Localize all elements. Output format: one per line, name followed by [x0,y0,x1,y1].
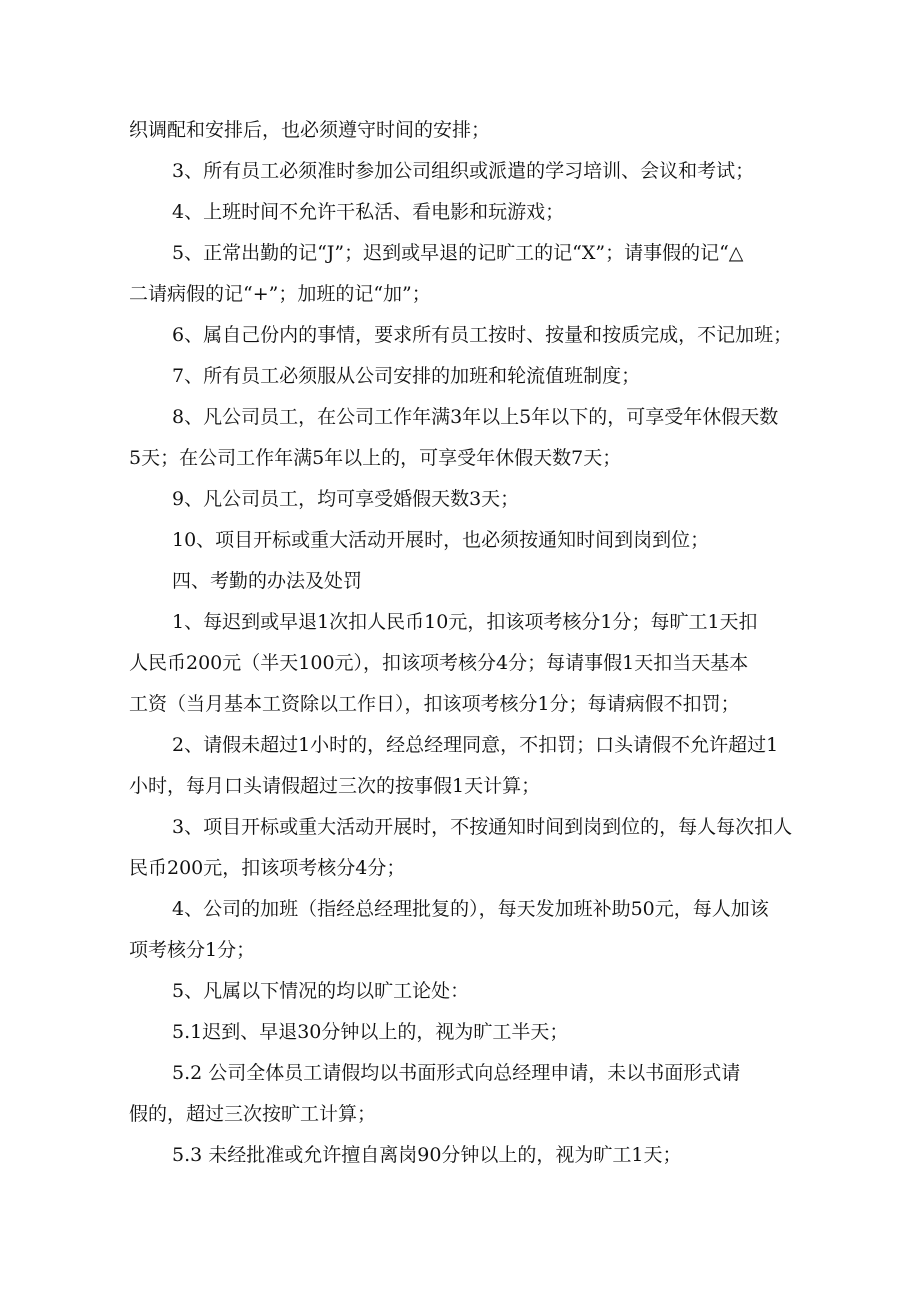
text-line: 8、凡公司员工，在公司工作年满3年以上5年以下的，可享受年休假天数 [172,406,779,428]
text-line: 5天；在公司工作年满5年以上的，可享受年休假天数7天； [129,447,622,469]
text-line: 5、正常出勤的记“J”；迟到或早退的记旷工的记“X”；请事假的记“△ [172,242,744,264]
text-line: 人民币200元（半天100元），扣该项考核分4分；每请事假1天扣当天基本 [129,652,749,674]
text-line: 6、属自己份内的事情，要求所有员工按时、按量和按质完成，不记加班； [172,324,793,346]
text-line: 5.2 公司全体员工请假均以书面形式向总经理申请，未以书面形式请 [172,1062,741,1084]
text-line: 项考核分1分； [129,939,256,961]
text-line: 5.1迟到、早退30分钟以上的，视为旷工半天； [172,1021,569,1043]
text-line: 2、请假未超过1小时的，经总经理同意，不扣罚；口头请假不允许超过1 [172,734,779,756]
text-line: 7、所有员工必须服从公司安排的加班和轮流值班制度； [172,365,641,387]
text-line: 9、凡公司员工，均可享受婚假天数3天； [172,488,520,510]
text-line: 5、凡属以下情况的均以旷工论处： [172,980,470,1002]
text-line: 1、每迟到或早退1次扣人民币10元，扣该项考核分1分；每旷工1天扣 [172,611,758,633]
text-line: 工资（当月基本工资除以工作日），扣该项考核分1分；每请病假不扣罚； [129,693,740,715]
text-line: 10、项目开标或重大活动开展时，也必须按通知时间到岗到位； [172,529,710,551]
text-line: 5.3 未经批准或允许擅自离岗90分钟以上的，视为旷工1天； [172,1144,682,1166]
section-heading: 四、考勤的办法及处罚 [172,570,363,592]
text-line: 织调配和安排后，也必须遵守时间的安排； [129,119,491,141]
text-line: 4、公司的加班（指经总经理批复的），每天发加班补助50元，每人加该 [172,898,769,920]
text-line: 小时，每月口头请假超过三次的按事假1天计算； [129,775,541,797]
text-line: 3、所有员工必须准时参加公司组织或派遣的学习培训、会议和考试； [172,160,755,182]
text-line: 3、项目开标或重大活动开展时，不按通知时间到岗到位的，每人每次扣人 [172,816,793,838]
text-line: 4、上班时间不允许干私活、看电影和玩游戏； [172,201,565,223]
text-line: 假的，超过三次按旷工计算； [129,1103,377,1125]
text-line: 二请病假的记“+”；加班的记“加”； [129,283,431,305]
text-line: 民币200元，扣该项考核分4分； [129,857,406,879]
